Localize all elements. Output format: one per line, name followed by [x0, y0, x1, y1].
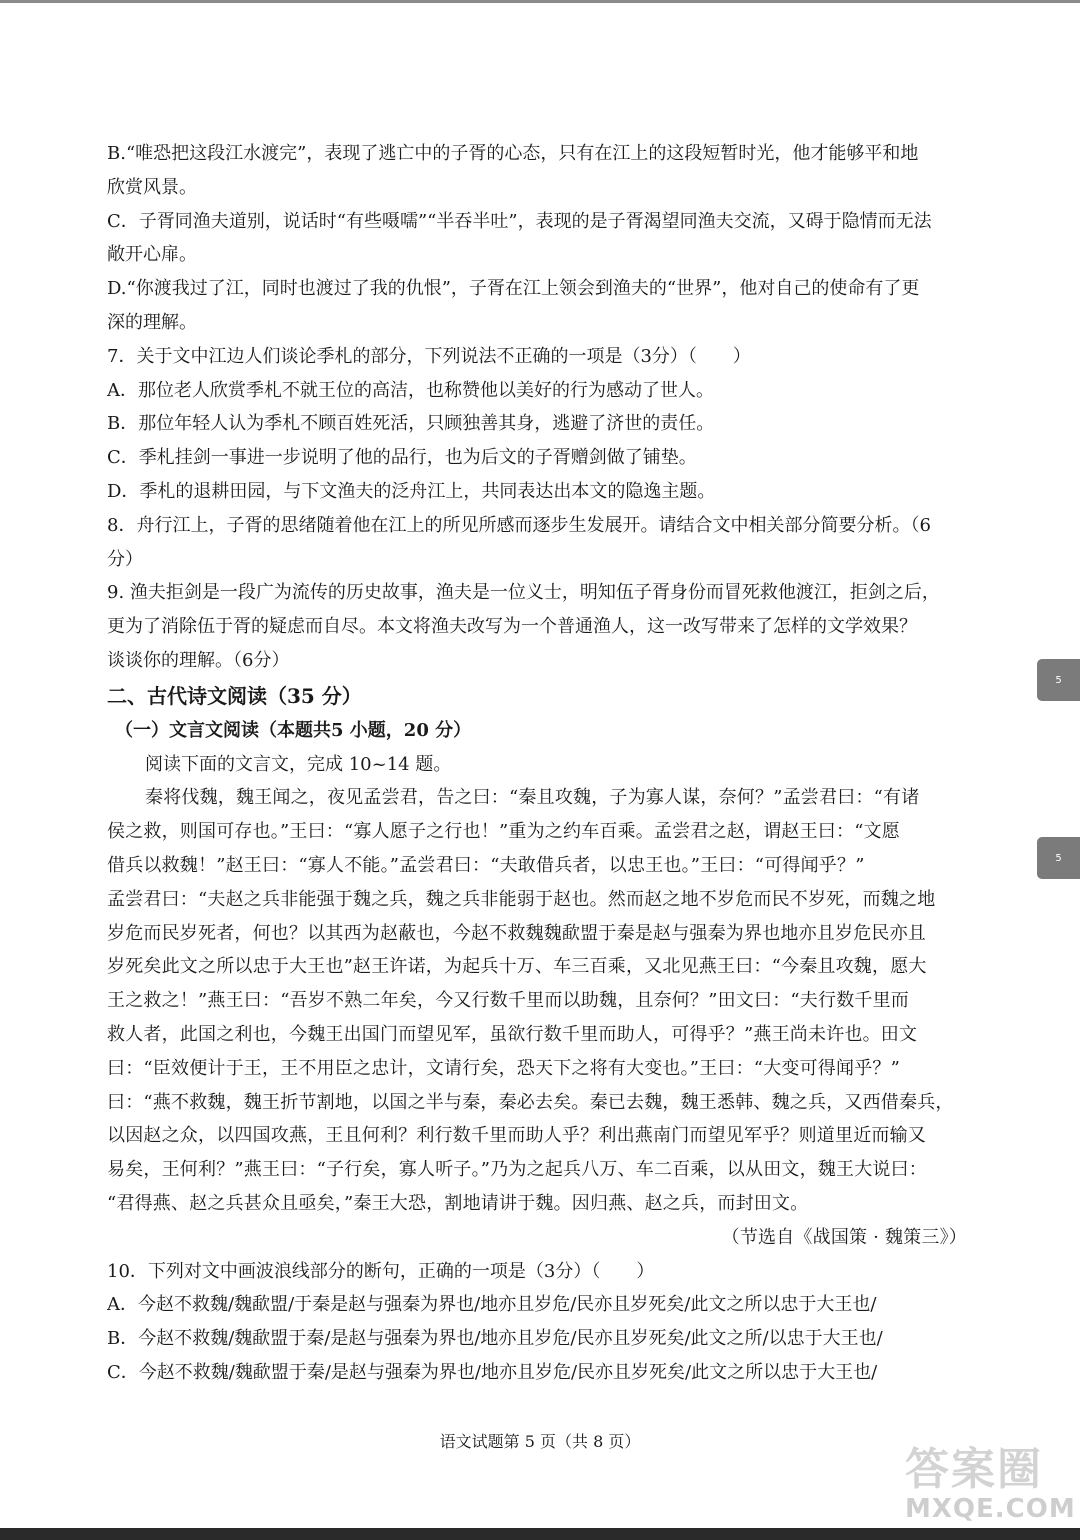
passage-line: “君得燕、赵之兵甚众且亟矣，”秦王大恐，割地请讲于魏。因归燕、赵之兵，而封田文。 [107, 1192, 809, 1214]
page-content [107, 137, 973, 1390]
q6-option-b-line1: B.“唯恐把这段江水渡完”，表现了逃亡中的子胥的心态，只有在江上的这段短暂时光，他才能够平和地 [107, 143, 919, 164]
watermark-logo [905, 1445, 1075, 1527]
q7-option-b: B．那位年轻人认为季札不顾百姓死活，只顾独善其身，逃避了济世的责任。 [107, 413, 715, 435]
passage-line: 孟尝君曰：“夫赵之兵非能强于魏之兵，魏之兵非能弱于赵也。然而赵之地不岁危而民不岁死，而魏之地 [107, 888, 936, 910]
side-page-tab[interactable]: 5 [1037, 659, 1080, 701]
section-heading: 二、古代诗文阅读（35 分） [107, 683, 362, 708]
q9-line3: 谈谈你的理解。（6分） [107, 649, 290, 671]
passage-line: 曰：“燕不救魏，魏王折节割地，以国之半与秦，秦必去矣。秦已去魏，魏王悉韩、魏之兵，又西借秦兵， [107, 1091, 954, 1113]
passage-line: 易矣，王何利？”燕王曰：“子行矣，寡人听子。”乃为之起兵八万、车二百乘，以从田文，魏王大说曰： [107, 1159, 928, 1181]
page-footer: 语文试题第 5 页（共 8 页） [439, 1432, 641, 1451]
passage-line: 借兵以救魏！”赵王曰：“寡人不能。”孟尝君曰：“夫敢借兵者，以忠王也。”王曰：“可得闻乎？” [107, 854, 865, 876]
q7-stem: 7．关于文中江边人们谈论季札的部分，下列说法不正确的一项是（3分）（ ） [107, 345, 751, 367]
watermark-text: 答案圈 [905, 1444, 1043, 1495]
q6-option-d-line1: D.“你渡我过了江，同时也渡过了我的仇恨”，子胥在江上领会到渔夫的“世界”，他对自己的使命有了更 [107, 278, 920, 300]
q7-option-d: D．季札的退耕田园，与下文渔夫的泛舟江上，共同表达出本文的隐逸主题。 [107, 480, 716, 502]
q6-option-c-line1: C．子胥同渔夫道别，说话时“有些嗫嚅”“半吞半吐”，表现的是子胥渴望同渔夫交流，又碍于隐情而无法 [107, 210, 932, 232]
q7-option-a: A．那位老人欣赏季札不就王位的高洁，也称赞他以美好的行为感动了世人。 [107, 379, 714, 401]
passage-line: 王之救之！”燕王曰：“吾岁不熟二年矣，今又行数千里而以助魏，且奈何？”田文曰：“夫行数千里而 [107, 990, 910, 1012]
passage-line: 曰：“臣效便计于王，王不用臣之忠计，文请行矣，恐天下之将有大变也。”王曰：“大变可得闻乎？” [107, 1057, 901, 1079]
passage-line: 岁死矣此文之所以忠于大王也”赵王许诺，为起兵十万、车三百乘，又北见燕王曰：“今秦且攻魏，愿大 [107, 956, 927, 978]
passage-line: 以因赵之众，以四国攻燕，王且何利？利行数千里而助人乎？利出燕南门而望见军乎？则道里近而输又 [107, 1125, 926, 1147]
q6-option-b-line2: 欣赏风景。 [107, 176, 197, 198]
q9-line2: 更为了消除伍于胥的疑虑而自尽。本文将渔夫改写为一个普通渔人，这一改写带来了怎样的文学效果？ [107, 616, 917, 638]
q8-line2: 分） [107, 548, 143, 570]
q9-line1: 9. 渔夫拒剑是一段广为流传的历史故事，渔夫是一位义士，明知伍子胥身份而冒死救他渡江，拒剑之后， [107, 582, 940, 604]
q10-stem: 10．下列对文中画波浪线部分的断句，正确的一项是（3分）（ ） [107, 1260, 655, 1282]
subsection-heading: （一）文言文阅读（本题共5 小题，20 分） [115, 719, 472, 741]
passage-source: （节选自《战国策 · 魏策三》） [721, 1226, 967, 1248]
q7-option-c: C．季札挂剑一事进一步说明了他的品行，也为后文的子胥赠剑做了铺垫。 [107, 447, 697, 469]
q6-option-c-line2: 敞开心扉。 [107, 244, 197, 266]
passage-instruction: 阅读下面的文言文，完成 10~14 题。 [145, 753, 452, 775]
side-page-tab[interactable]: 5 [1037, 837, 1080, 879]
passage-line: 侯之救，则国可存也。”王曰：“寡人愿子之行也！”重为之约车百乘。孟尝君之赵，谓赵王曰：“文愿 [107, 821, 901, 843]
watermark-domain: MXQE.COM [905, 1494, 1076, 1524]
q10-option-a: A．今赵不救魏/魏歃盟/于秦是赵与强秦为界也/地亦且岁危/民亦且岁死矣/此文之所以忠于大王也/ [107, 1294, 877, 1316]
q8-line1: 8．舟行江上，子胥的思绪随着他在江上的所见所感而逐步生发展开。请结合文中相关部分简要分析。（6 [107, 514, 931, 536]
top-border [0, 0, 1080, 3]
q10-option-b: B．今赵不救魏/魏歃盟于秦/是赵与强秦为界也/地亦且岁危/民亦且岁死矣/此文之所/以忠于大王也/ [107, 1328, 883, 1350]
passage-line: 岁危而民岁死者，何也？以其西为赵蔽也，今赵不救魏魏歃盟于秦是赵与强秦为界也地亦且岁危民亦且 [107, 922, 926, 944]
q6-option-d-line2: 深的理解。 [107, 311, 197, 333]
q10-option-c: C．今赵不救魏/魏歃盟于秦/是赵与强秦为界也/地亦且岁危/民亦且岁死矣/此文之所以忠于大王也/ [107, 1361, 878, 1383]
passage-line: 秦将伐魏，魏王闻之，夜见孟尝君，告之曰：“秦且攻魏，子为寡人谋，奈何？”孟尝君曰：“有诸 [145, 787, 920, 809]
classical-passage [107, 781, 973, 1254]
passage-line: 救人者，此国之利也，今魏王出国门而望见军，虽欲行数千里而助人，可得乎？”燕王尚未许也。田文 [107, 1023, 918, 1045]
bottom-bar [0, 1528, 1080, 1540]
